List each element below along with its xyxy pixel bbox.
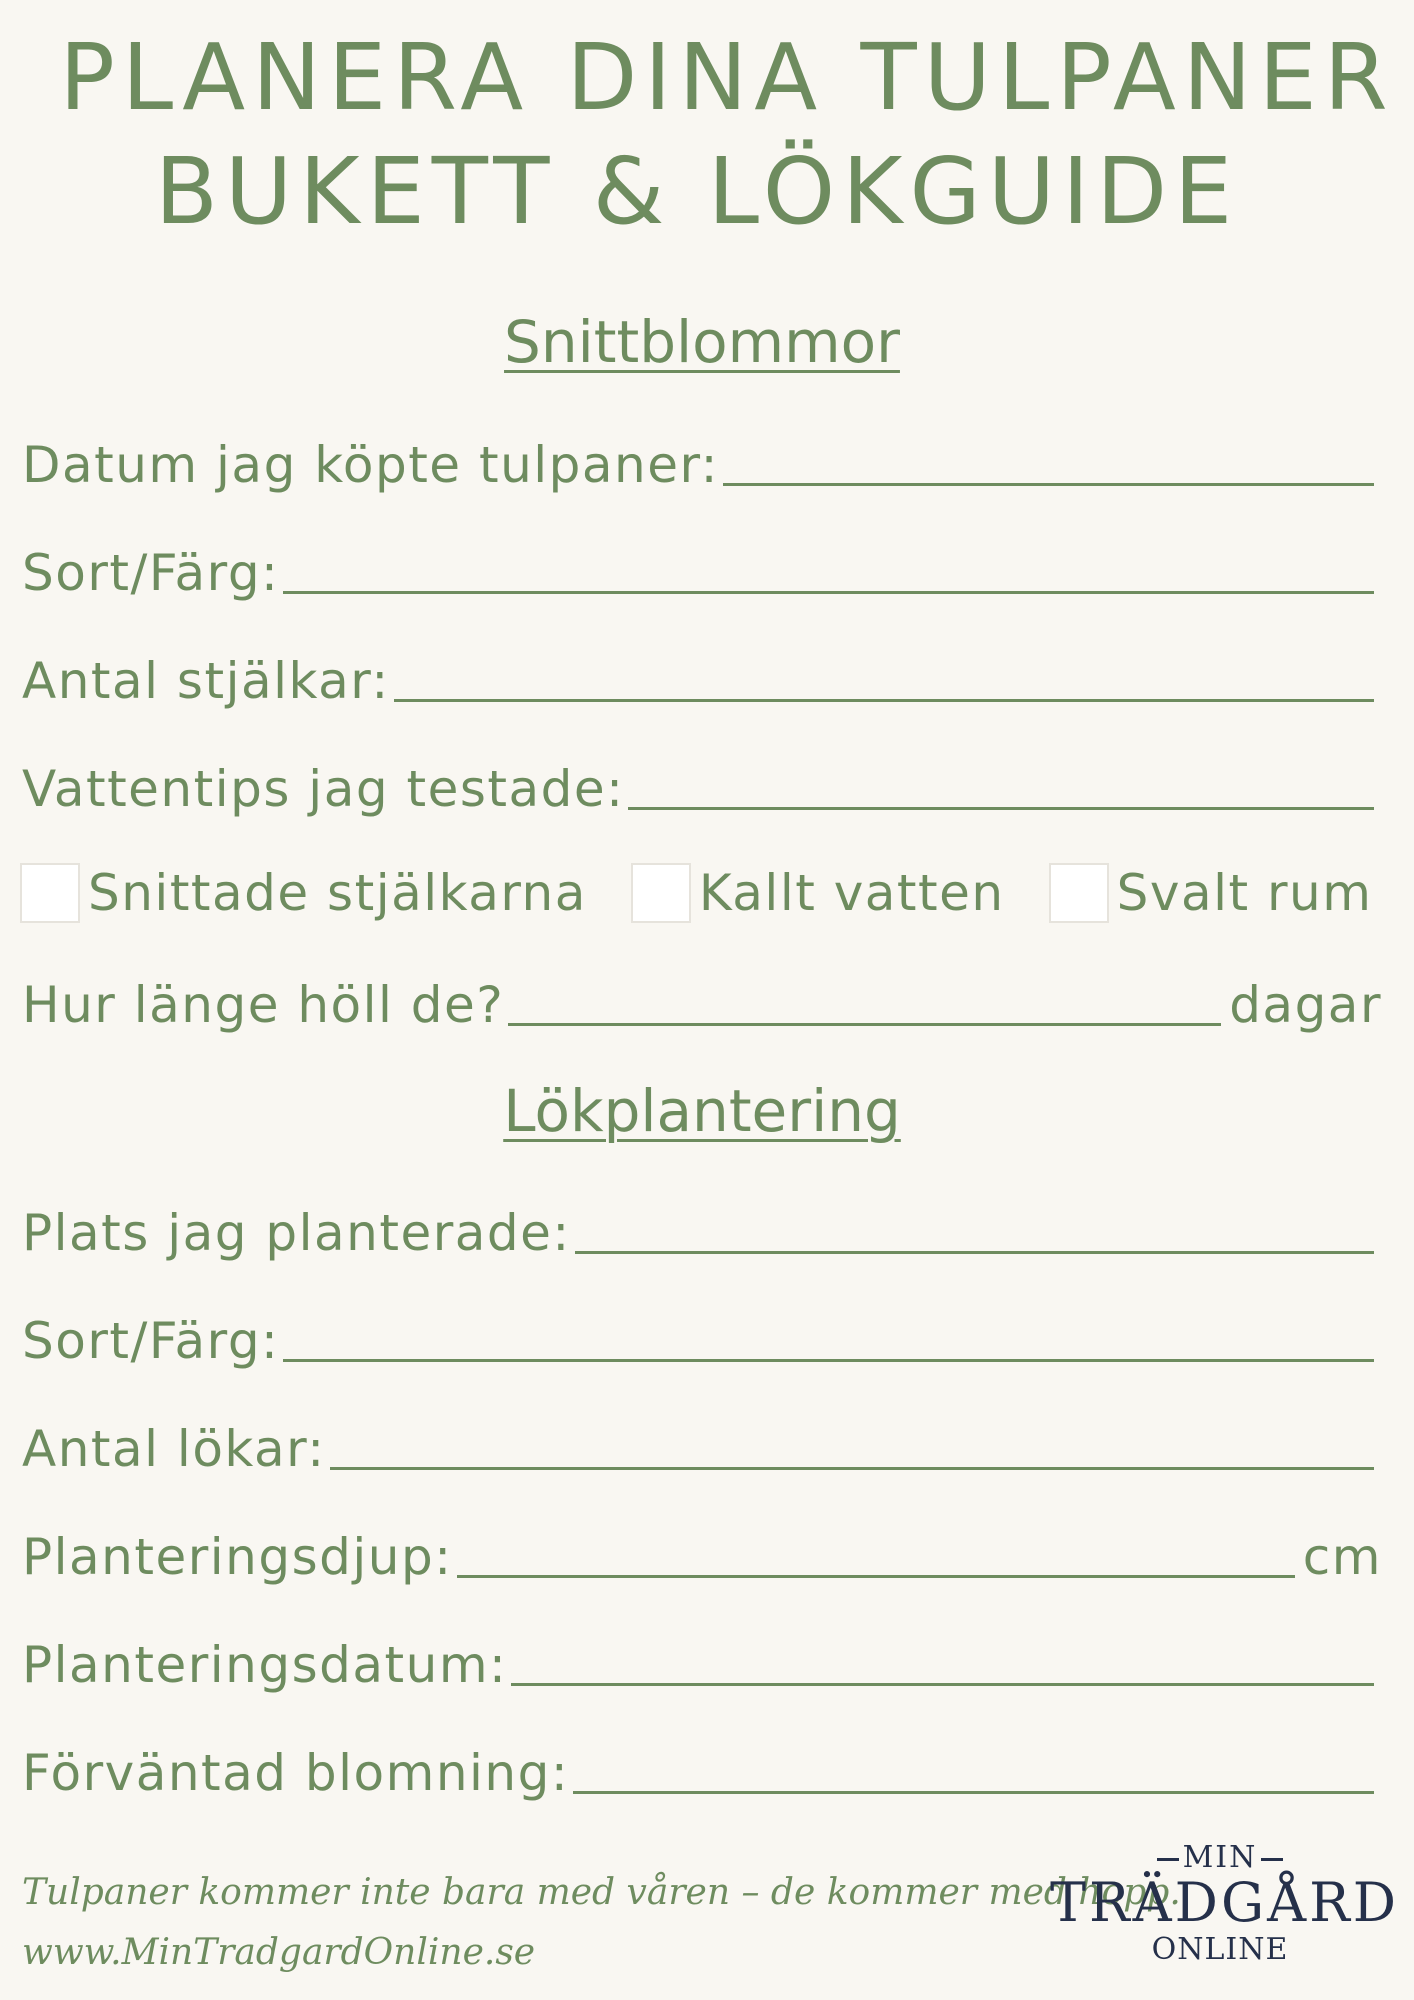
page-title-line-1: PLANERA DINA TULPANER — [59, 24, 1395, 131]
field-water-tips[interactable] — [22, 749, 1382, 819]
field-unit: dagar — [1229, 976, 1382, 1034]
field-variety-color-bulb[interactable] — [22, 1301, 1382, 1371]
fill-in-line[interactable] — [283, 591, 1374, 594]
field-unit: cm — [1302, 1528, 1382, 1586]
field-planting-depth[interactable] — [22, 1517, 1382, 1587]
field-label: Planteringsdjup: — [22, 1528, 453, 1586]
field-stem-count[interactable] — [22, 641, 1382, 711]
checkbox-cool-room[interactable] — [1049, 863, 1373, 923]
logo-dash — [1261, 1858, 1283, 1861]
field-label: Plats jag planterade: — [22, 1204, 571, 1262]
field-purchase-date[interactable] — [22, 425, 1382, 495]
field-label: Planteringsdatum: — [22, 1636, 508, 1694]
field-label: Vattentips jag testade: — [22, 760, 625, 818]
brand-logo — [1050, 1840, 1400, 1967]
field-duration-days[interactable] — [22, 965, 1382, 1035]
logo-top-row — [1050, 1840, 1390, 1875]
fill-in-line[interactable] — [511, 1683, 1374, 1686]
field-label: Sort/Färg: — [22, 544, 280, 602]
logo-top-text: MIN — [1182, 1840, 1258, 1875]
section-heading-cut-flowers: Snittblommor — [504, 308, 900, 376]
logo-brand-text: TRÄDGÅRD — [1050, 1871, 1400, 1934]
care-checkboxes — [20, 858, 1400, 928]
checkbox-label: Kallt vatten — [698, 864, 1005, 922]
checkbox-box[interactable] — [20, 863, 80, 923]
fill-in-line[interactable] — [573, 1791, 1374, 1794]
field-label: Hur länge höll de? — [22, 976, 505, 1034]
checkbox-cut-stems[interactable] — [20, 863, 587, 923]
footer-website-link[interactable]: www.MinTradgardOnline.se — [22, 1932, 536, 1973]
fill-in-line[interactable] — [457, 1575, 1295, 1578]
fill-in-line[interactable] — [283, 1359, 1374, 1362]
field-bulb-count[interactable] — [22, 1409, 1382, 1479]
field-label: Datum jag köpte tulpaner: — [22, 436, 719, 494]
checkbox-box[interactable] — [1049, 863, 1109, 923]
field-label: Antal lökar: — [22, 1420, 326, 1478]
logo-bottom-text: ONLINE — [1151, 1931, 1289, 1967]
fill-in-line[interactable] — [575, 1251, 1374, 1254]
checkbox-label: Snittade stjälkarna — [88, 864, 587, 922]
fill-in-line[interactable] — [723, 483, 1374, 486]
logo-dash — [1157, 1858, 1179, 1861]
fill-in-line[interactable] — [394, 699, 1374, 702]
field-label: Antal stjälkar: — [22, 652, 390, 710]
fill-in-line[interactable] — [508, 1023, 1221, 1026]
field-planting-date[interactable] — [22, 1625, 1382, 1695]
fill-in-line[interactable] — [330, 1467, 1374, 1470]
section-heading-bulb-planting: Lökplantering — [503, 1077, 901, 1145]
checkbox-box[interactable] — [631, 863, 691, 923]
field-label: Förväntad blomning: — [22, 1744, 570, 1802]
field-variety-color-cut[interactable] — [22, 533, 1382, 603]
fill-in-line[interactable] — [628, 807, 1374, 810]
footer-quote: Tulpaner kommer inte bara med våren – de kommer med hopp. — [22, 1872, 1181, 1913]
page-title-line-2: BUKETT & LÖKGUIDE — [154, 138, 1240, 245]
field-label: Sort/Färg: — [22, 1312, 280, 1370]
checkbox-label: Svalt rum — [1116, 864, 1373, 922]
checkbox-cold-water[interactable] — [631, 863, 1005, 923]
field-expected-bloom[interactable] — [22, 1733, 1382, 1803]
field-planting-location[interactable] — [22, 1193, 1382, 1263]
